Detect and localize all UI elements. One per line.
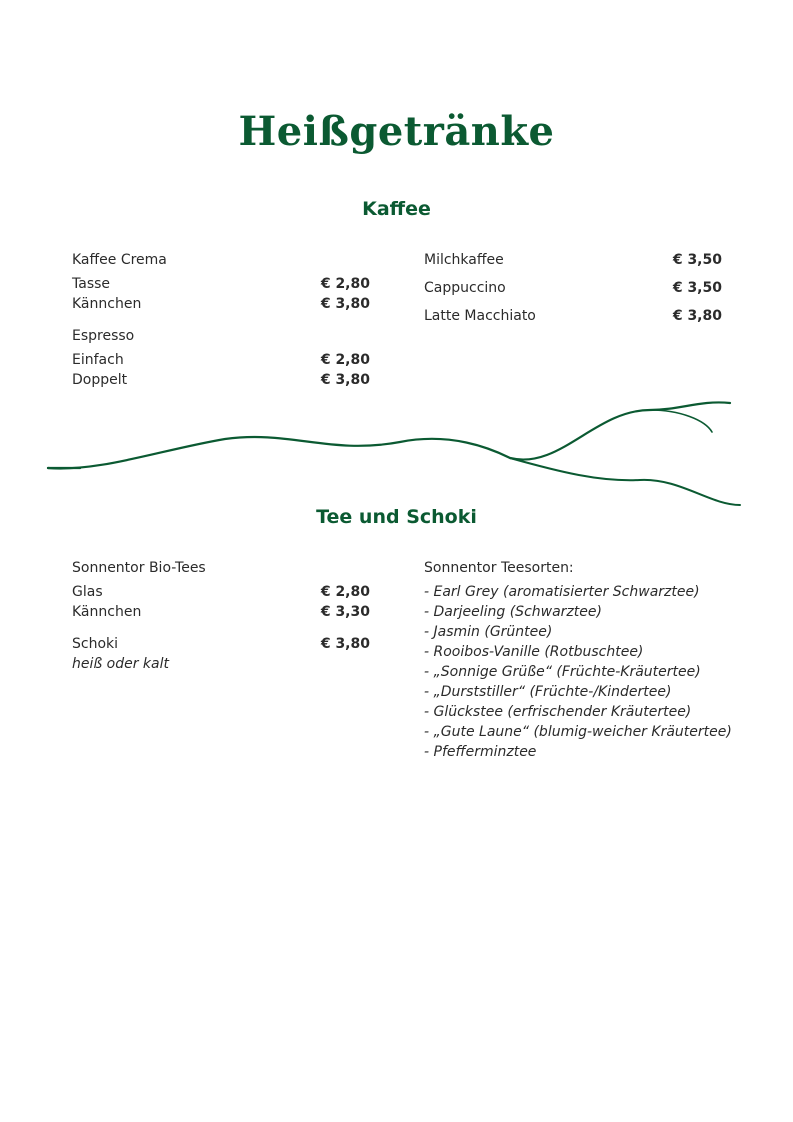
- menu-item-price: € 3,50: [672, 280, 722, 296]
- tea-variety: - Pfefferminztee: [424, 744, 537, 760]
- section-heading-tee: Tee und Schoki: [316, 506, 477, 528]
- menu-item-price: € 2,80: [320, 584, 370, 600]
- menu-subheading: Sonnentor Bio-Tees: [72, 560, 206, 576]
- menu-item-price: € 3,80: [320, 296, 370, 312]
- menu-item-label: Cappuccino: [424, 280, 506, 296]
- wave-divider: [40, 390, 750, 515]
- kaffee-left-column: [72, 250, 370, 400]
- tee-right-column: [424, 558, 744, 768]
- menu-item-doppelt: [72, 370, 370, 390]
- section-heading-kaffee: Kaffee: [362, 198, 431, 220]
- menu-item-label: Einfach: [72, 352, 124, 368]
- menu-item-price: € 2,80: [320, 352, 370, 368]
- menu-item-price: € 3,80: [672, 308, 722, 324]
- menu-item-label: Latte Macchiato: [424, 308, 536, 324]
- menu-item-note: heiß oder kalt: [72, 656, 169, 672]
- menu-item-label: Milchkaffee: [424, 252, 504, 268]
- tea-variety: - Jasmin (Grüntee): [424, 624, 553, 640]
- menu-item-price: € 3,80: [320, 636, 370, 652]
- menu-item-schoki: [72, 634, 370, 654]
- menu-item-price: € 3,80: [320, 372, 370, 388]
- menu-item-price: € 2,80: [320, 276, 370, 292]
- menu-subheading: Sonnentor Teesorten:: [424, 560, 574, 576]
- menu-item-label: Doppelt: [72, 372, 128, 388]
- kaffee-right-column: [424, 250, 722, 340]
- tea-variety: - Glückstee (erfrischender Kräutertee): [424, 704, 692, 720]
- menu-subheading: Kaffee Crema: [72, 252, 167, 268]
- menu-item-kaennchen: [72, 294, 370, 314]
- menu-item-price: € 3,30: [320, 604, 370, 620]
- menu-item-price: € 3,50: [672, 252, 722, 268]
- menu-item-milchkaffee: [424, 250, 722, 270]
- menu-item-tasse: [72, 274, 370, 294]
- menu-item-label: Glas: [72, 584, 103, 600]
- tea-variety: - Earl Grey (aromatisierter Schwarztee): [424, 584, 700, 600]
- tea-variety: - „Durststiller“ (Früchte-/Kindertee): [424, 684, 672, 700]
- page-title: Heißgetränke: [238, 108, 555, 155]
- menu-subheading: Espresso: [72, 328, 135, 344]
- tea-variety: - „Gute Laune“ (blumig-weicher Kräutertee): [424, 724, 732, 740]
- menu-item-glas: [72, 582, 370, 602]
- menu-item-label: Tasse: [72, 276, 111, 292]
- tea-variety: - Rooibos-Vanille (Rotbuschtee): [424, 644, 644, 660]
- menu-item-label: Schoki: [72, 636, 119, 652]
- tee-left-column: [72, 558, 370, 678]
- menu-item-label: Kännchen: [72, 296, 142, 312]
- tea-variety: - „Sonnige Grüße“ (Früchte-Kräutertee): [424, 664, 701, 680]
- menu-item-cappuccino: [424, 278, 722, 298]
- menu-item-einfach: [72, 350, 370, 370]
- menu-item-kaennchen-tee: [72, 602, 370, 622]
- menu-item-label: Kännchen: [72, 604, 142, 620]
- tea-variety: - Darjeeling (Schwarztee): [424, 604, 602, 620]
- menu-item-latte-macchiato: [424, 306, 722, 326]
